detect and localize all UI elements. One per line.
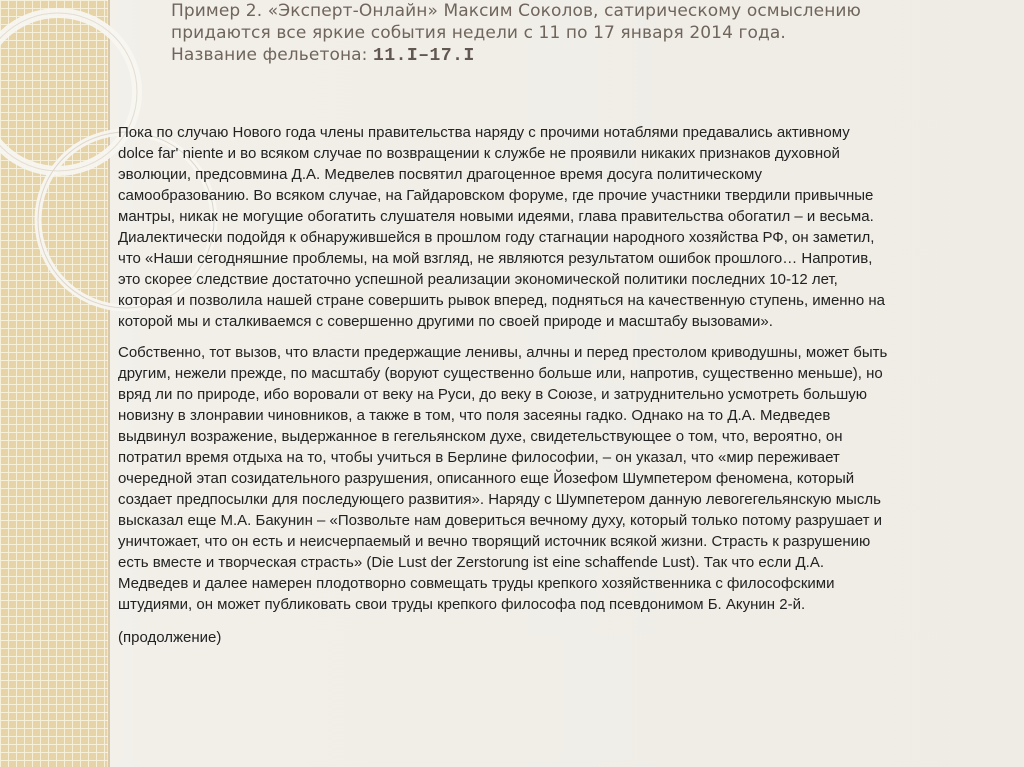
paragraph-2-line: вряд ли по природе, ибо воровали от веку на Руси, до веку в Союзе, и затруднительно усмотреть большую bbox=[118, 386, 868, 403]
paragraph-2-line: есть вместе и творческая страсть» (Die Lust der Zerstorung ist eine schaffende Lust). Так что если Д.А. bbox=[118, 554, 824, 571]
feuilleton-title: 11.I–17.I bbox=[373, 46, 475, 66]
title-line-2: придаются все яркие события недели с 11 по 17 января 2014 года. bbox=[171, 23, 786, 43]
article-paragraph-1 bbox=[118, 122, 1010, 332]
paragraph-2-line: уничтожает, что он есть и неисчерпаемый и вечно творящий источник всякой жизни. Страсть к разрушению bbox=[118, 533, 871, 550]
paragraph-1-line: это скорее следствие достаточно успешной реализации экономической политики последних 10-12 лет, bbox=[118, 271, 838, 288]
continuation-note: (продолжение) bbox=[118, 629, 222, 646]
paragraph-2-line: потратил время отдыха на то, чтобы учиться в Берлине философии, – он указал, что «мир переживает bbox=[118, 449, 840, 466]
article-body bbox=[118, 122, 1010, 648]
decorative-grid-panel bbox=[0, 0, 110, 767]
paragraph-2-line: создает предпосылки для последующего развития». Наряду с Шумпетером данную левогегельянскую мысль bbox=[118, 491, 881, 508]
paragraph-1-line: мантры, никак не могущие обогатить слушателя новыми идеями, глава правительства обогатил – и весьма. bbox=[118, 208, 874, 225]
feuilleton-label: Название фельетона: bbox=[171, 45, 368, 65]
title-line-1: Пример 2. «Эксперт-Онлайн» Максим Соколов, сатирическому осмыслению bbox=[171, 1, 861, 21]
slide-title bbox=[171, 0, 991, 67]
article-paragraph-2 bbox=[118, 342, 1010, 615]
paragraph-1-line: Пока по случаю Нового года члены правительства наряду с прочими нотаблями предавались активному bbox=[118, 124, 850, 141]
paragraph-2-line: высказал еще М.А. Бакунин – «Позвольте нам довериться вечному духу, который только потому разрушает и bbox=[118, 512, 882, 529]
paragraph-1-line: что «Наши сегодняшние проблемы, на мой взгляд, не являются результатом ошибок прошлого… Напротив, bbox=[118, 250, 873, 267]
paragraph-2-line: штудиями, он может публиковать свои труды крепкого философа под псевдонимом Б. Акунин 2-й. bbox=[118, 596, 806, 613]
paragraph-2-line: новизну в злонравии чиновников, а также в том, что поля засеяны гадко. Однако на то Д.А. Медведев bbox=[118, 407, 831, 424]
paragraph-1-line: самообразованию. Во всяком случае, на Гайдаровском форуме, где прочие участники твердили привычные bbox=[118, 187, 874, 204]
paragraph-1-line: которая и позволила нашей стране совершить рывок вперед, подняться на качественную ступень, именно на bbox=[118, 292, 886, 309]
paragraph-1-line: Диалектически подойдя к обнаружившейся в прошлом году стагнации народного хозяйства РФ, он заметил, bbox=[118, 229, 875, 246]
paragraph-2-line: выдвинул возражение, выдержанное в гегельянском духе, свидетельствующее о том, что, вероятно, он bbox=[118, 428, 843, 445]
paragraph-2-line: Собственно, тот вызов, что власти предержащие ленивы, алчны и перед престолом криводушны, может быть bbox=[118, 344, 888, 361]
paragraph-1-line: эволюции, предсовмина Д.А. Медвелев посвятил драгоценное время досуга политическому bbox=[118, 166, 763, 183]
paragraph-2-line: Медведев и далее намерен плодотворно совмещать труды крепкого хозяйственника с философскими bbox=[118, 575, 835, 592]
title-line-3 bbox=[171, 44, 991, 67]
paragraph-2-line: другим, нежели прежде, по масштабу (воруют существенно больше или, напротив, существенно меньше), но bbox=[118, 365, 883, 382]
paragraph-2-line: очередной этап созидательного разрушения, описанного еще Йозефом Шумпетером феномена, который bbox=[118, 470, 855, 487]
paragraph-1-line: dolce far' niente и во всяком случае по возвращении к службе не проявили никаких признаков духовной bbox=[118, 145, 840, 162]
paragraph-1-line: которой мы и сталкиваемся с совершенно другими по своей природе и масштабу вызовами». bbox=[118, 313, 773, 330]
